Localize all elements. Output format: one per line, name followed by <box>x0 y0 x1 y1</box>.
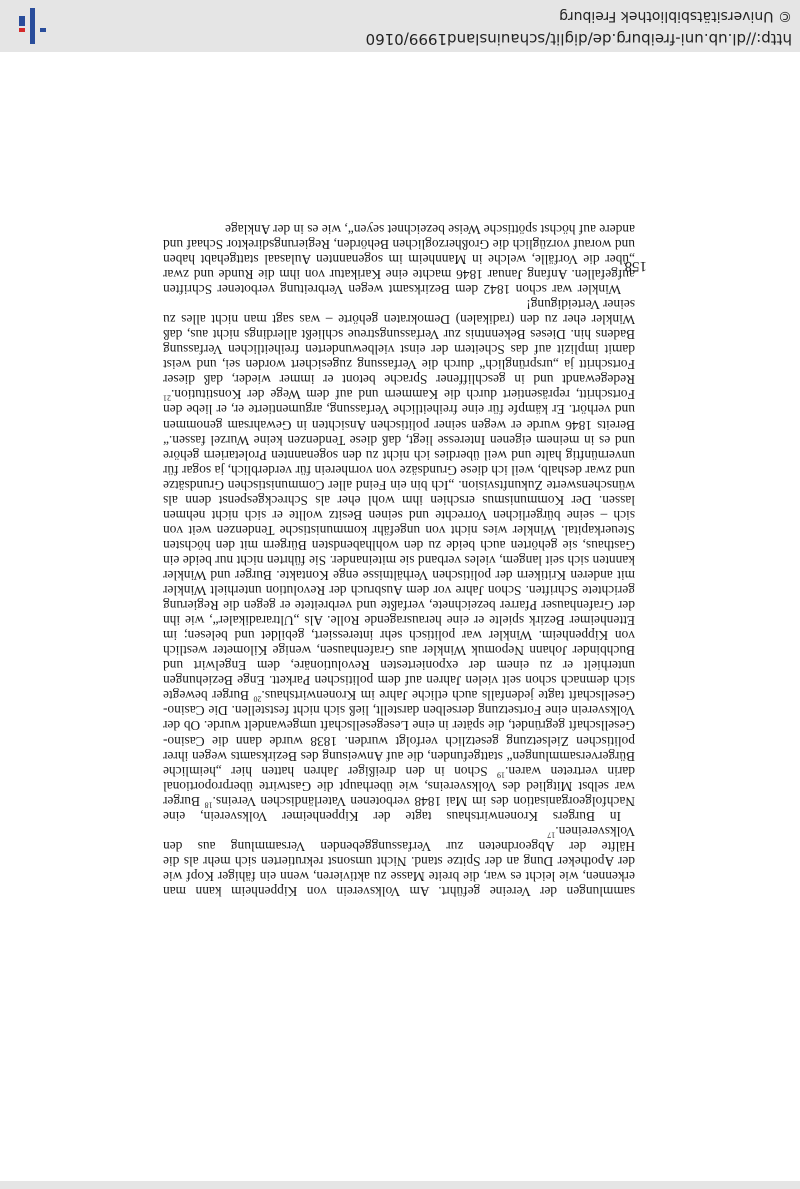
footnote-ref[interactable]: 20 <box>253 694 262 704</box>
paragraph-3 <box>163 222 635 297</box>
ub-freiburg-logo-icon[interactable] <box>10 6 52 46</box>
paragraph-text: Redegewandt und in geschliffener Sprache betont er immer wieder, daß dieser Fortschritt ja „ursprünglich“ durch die Verfassung zugesichert worden sei, und weist damit implizit auf das Scheitern der einst vielbewunderten freiheitlichen Verfassung Badens hin. Dieses Bekenntnis zur Verfassungstreue schließt allerdings nicht aus, daß Winkler eher zu den (radikalen) Demokraten gehörte – was sagt man nicht alles zu seiner Verteidigung! <box>163 297 635 388</box>
paragraph-text: sammlungen der Vereine geführt. Am Volksverein von Kippenheim kann man erkennen, wie leicht es war, die breite Masse zu aktivieren, wenn ein fähiger Kopf wie der Apotheker Dung an der Spitze stand. Nicht umsonst rekrutierten sich mehr als die Hälfte der Abgeordneten zur Verfassunggebenden Versammlung aus den Volksvereinen. <box>163 823 635 899</box>
page-edge-strip <box>0 1181 800 1189</box>
paragraph-2 <box>163 297 635 824</box>
footnote-ref[interactable]: 19 <box>497 770 506 780</box>
permalink-url[interactable]: http://dl.ub.uni-freiburg.de/diglit/schauinsland1999/0160 <box>365 30 792 48</box>
footnote-ref[interactable]: 21 <box>163 393 171 403</box>
paragraph-text: Burger bewegte sich demnach schon seit vielen Jahren auf dem politischen Parkett. Enge Beziehungen unterhielt er zu einem der exponiertesten Revolutionäre, dem Engelwirt und Buchbinder Johann Nepomuk Winkler aus Grafenhausen, wenige Kilometer westlich von Kippenheim. Winkler war politisch sehr interessiert, gebildet und belesen; im Ettenheimer Bezirk spielte er eine herausragende Rolle. Als „Ultraradikaler“, wie ihn der Grafenhauser Pfarrer bezeichnete, verfaßte und verbreitete er gegen die Regierung gerichtete Schriften. Schon Jahre vor dem Ausbruch der Revolution unterhielt Winkler mit anderen Kritikern der politischen Verhältnisse enge Kontakte. Burger und Winkler kannten sich seit langem, vieles verband sie miteinander. Sie führten nicht nur beide ein Gasthaus, sie gehörten auch beide zu den wohlhabendsten Bürgern mit den höchsten Steuerkapital. Winkler wies nicht von ungefähr kommunistische Tendenzen weit von sich – seine bürgerlichen Vorrechte und seinen Besitz wollte er sich nicht nehmen lassen. Der Kommunismus erschien ihm wohl eher als Schreckgespenst denn als wünschenswerte Zukunftsvision. „Ich bin ein Feind aller Communistischen Grundsätze und zwar deshalb, weil ich diese Grundsäze von vornherein für verderblich, ja sogar für unvernünftig halte und weil überdies ich nicht zu den sogenannten Proletariern gehöre und es in meinem eigenen Interesse liegt, daß diese Tendenzen keine Wurzel fassen.“ Bereits 1846 wurde er wegen seiner politischen Ansichten in Gewahrsam genommen und verhört. Er kämpfe für eine freiheitliche Verfassung, argumentierte er, er liebe den Fortschritt, repräsentiert durch die Kammern und auf dem Wege der Konstitution. <box>163 387 635 704</box>
logo-graphic <box>10 6 52 46</box>
paragraph-1 <box>163 824 635 899</box>
copyright-notice: © Universitätsbibliothek Freiburg <box>559 8 792 24</box>
paragraph-text: In Burgers Kronenwirtshaus tagte der Kippenheimer Volksverein, eine Nachfolgeorganisation des im Mai 1848 verbotenen Vaterländischen Vereins. <box>163 793 635 824</box>
paragraph-text: Schon in den dreißiger Jahren hatten hier „heimliche Bürgerversammlungen“ stattgefunden, die auf Anweisung des Bezirksamts wegen ihrer politischen Zielsetzung gesetzlich verfolgt wurden. 1838 wurde dann die Casino-Gesellschaft gegründet, die später in eine Lesegesellschaft umgewandelt wurde. Ob der Volksverein eine Fortsetzung derselben darstellt, ließ sich nicht feststellen. Die Casino-Gesellschaft tagte jedenfalls auch etliche Jahre im Kronenwirtshaus. <box>163 688 635 779</box>
footnote-ref[interactable]: 18 <box>204 800 213 810</box>
page-number: 158 <box>624 258 647 274</box>
body-text <box>163 222 635 899</box>
paragraph-text: Winkler war schon 1842 dem Bezirksamt wegen Verbreitung verbotener Schriften aufgefallen. Anfang Januar 1846 machte eine Karikatur von ihm die Runde und zwar „über die Vorfälle, welche in Mannheim im sogenannten Aulasaal stattgehabt haben und worauf vorzüglich die Großherzoglichen Behörden, Regierungsdirektor Schaaf und andere auf höchst spöttische Weise bezeichnet seyen“, wie es in der Anklage <box>163 221 635 298</box>
footnote-ref[interactable]: 17 <box>547 830 556 840</box>
paragraph-text: Burger war selbst Mitglied des Volksvereins, wie überhaupt die Gastwirte überproportional darin vertreten waren. <box>162 763 635 809</box>
footer-bar <box>0 0 800 52</box>
